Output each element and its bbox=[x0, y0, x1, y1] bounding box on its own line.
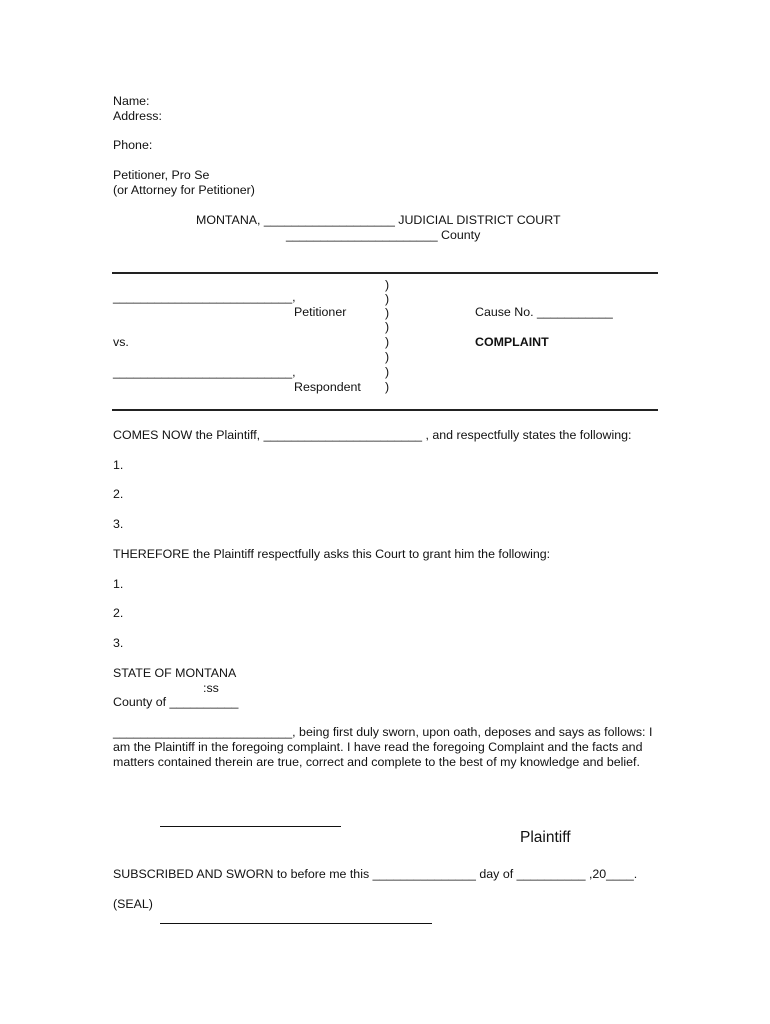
statement-item: 3. bbox=[113, 517, 124, 531]
subscribed-sworn-statement: SUBSCRIBED AND SWORN to before me this _______________ day of __________ ,20____. bbox=[113, 867, 638, 881]
comes-now-statement: COMES NOW the Plaintiff, _______________________ , and respectfully states the following: bbox=[113, 428, 632, 442]
caption-bottom-rule bbox=[112, 409, 658, 411]
request-item: 2. bbox=[113, 606, 124, 620]
petitioner-pro-se-label: Petitioner, Pro Se bbox=[113, 168, 210, 182]
cause-number-field[interactable]: Cause No. ___________ bbox=[475, 305, 613, 319]
sworn-statement: __________________________, being first duly sworn, upon oath, deposes and says as follows: I am the Plaintiff in the foregoing complaint. I have read the foregoing Complaint and the facts and matters contained therein are true, correct and complete to the best of my knowledge and belief. bbox=[113, 725, 653, 769]
versus-label: vs. bbox=[113, 335, 129, 349]
address-label: Address: bbox=[113, 109, 162, 123]
caption-paren: ) bbox=[385, 350, 390, 364]
statement-item: 1. bbox=[113, 458, 124, 472]
document-title: COMPLAINT bbox=[475, 335, 549, 349]
court-heading: MONTANA, ___________________ JUDICIAL DISTRICT COURT bbox=[196, 213, 561, 227]
petitioner-label: Petitioner bbox=[294, 305, 347, 319]
plaintiff-signature-label: Plaintiff bbox=[520, 829, 571, 846]
request-item: 1. bbox=[113, 577, 124, 591]
notary-signature-line[interactable] bbox=[160, 923, 432, 924]
caption-paren: ) bbox=[385, 292, 390, 306]
caption-paren: ) bbox=[385, 335, 390, 349]
plaintiff-signature-line[interactable] bbox=[160, 826, 341, 827]
respondent-name-field[interactable]: __________________________, bbox=[113, 365, 296, 379]
county-heading: ______________________ County bbox=[286, 228, 481, 242]
state-of-montana-label: STATE OF MONTANA bbox=[113, 666, 237, 680]
caption-paren: ) bbox=[385, 380, 390, 394]
seal-label: (SEAL) bbox=[113, 897, 153, 911]
statement-item: 2. bbox=[113, 487, 124, 501]
therefore-statement: THEREFORE the Plaintiff respectfully asks this Court to grant him the following: bbox=[113, 547, 551, 561]
petitioner-name-field[interactable]: __________________________, bbox=[113, 290, 296, 304]
respondent-label: Respondent bbox=[294, 380, 361, 394]
ss-label: :ss bbox=[203, 681, 219, 695]
caption-paren: ) bbox=[385, 320, 390, 334]
phone-label: Phone: bbox=[113, 138, 153, 152]
county-of-field[interactable]: County of __________ bbox=[113, 695, 239, 709]
caption-top-rule bbox=[112, 272, 658, 274]
attorney-for-petitioner-label: (or Attorney for Petitioner) bbox=[113, 183, 255, 197]
request-item: 3. bbox=[113, 636, 124, 650]
name-label: Name: bbox=[113, 94, 150, 108]
caption-paren: ) bbox=[385, 306, 390, 320]
caption-paren: ) bbox=[385, 278, 390, 292]
caption-paren: ) bbox=[385, 365, 390, 379]
